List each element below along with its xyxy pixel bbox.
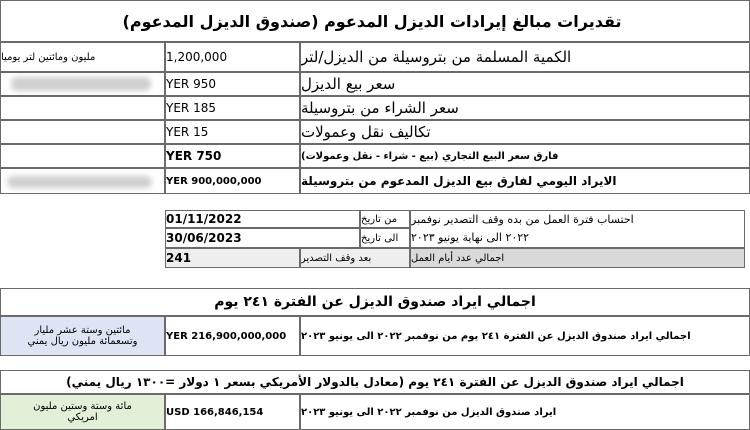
- period-days-value: 241: [165, 248, 300, 268]
- row-quantity-label: الكمية المسلمة من بتروسيلة من الديزل/لتر: [300, 42, 750, 72]
- section2-words-line1: مائة وستة وستين مليون: [33, 401, 132, 412]
- redacted-block: [11, 77, 151, 91]
- period-from-label: من تاريخ: [360, 210, 410, 228]
- period-to-value: 30/06/2023: [165, 228, 360, 248]
- period-after-label: بعد وقف التصدير: [300, 248, 410, 268]
- period-total-label: اجمالي عدد أيام العمل: [410, 248, 745, 268]
- section1-words-line1: مائتين وستة عشر مليار: [34, 325, 131, 336]
- section2-heading: اجمالي ايراد صندوق الديزل عن الفترة ٢٤١ يوم (معادل بالدولار الأمريكي بسعر ١ دولار =١٣٠٠ ريال يمني): [0, 370, 750, 394]
- row-sell-price-value: 950 YER: [165, 72, 300, 96]
- section1-heading: اجمالي ايراد صندوق الديزل عن الفترة ٢٤١ يوم: [0, 288, 750, 316]
- row-buy-price-note: [0, 96, 165, 120]
- section1-value: 216,900,000,000 YER: [165, 316, 300, 356]
- section2-value: 166,846,154 USD: [165, 394, 300, 430]
- section1-desc: اجمالي ايراد صندوق الديزل عن الفترة ٢٤١ يوم من نوفمبر ٢٠٢٢ الى يونيو ٢٠٢٣: [300, 316, 750, 356]
- row-transport-note: [0, 120, 165, 144]
- row-buy-price-label: سعر الشراء من بتروسيلة: [300, 96, 750, 120]
- period-desc-line1: احتساب فترة العمل من بده وقف التصدير نوفمبر: [410, 210, 745, 228]
- page-title: [0, 0, 750, 42]
- row-transport-label: تكاليف نقل وعمولات: [300, 120, 750, 144]
- section2-desc: ايراد صندوق الديزل من نوفمبر ٢٠٢٢ الى يونيو ٢٠٢٣: [300, 394, 750, 430]
- section2-words: [0, 394, 165, 430]
- redacted-block: [7, 176, 152, 188]
- section2-words-line2: امريكي: [67, 412, 98, 423]
- row-quantity-note: مليون ومائتين لتر يوميا: [0, 42, 165, 72]
- row-margin-value: 750 YER: [165, 144, 300, 168]
- section1-words: [0, 316, 165, 356]
- row-sell-price-label: سعر بيع الديزل: [300, 72, 750, 96]
- period-from-value: 01/11/2022: [165, 210, 360, 228]
- row-margin-note: [0, 144, 165, 168]
- period-to-label: الى تاريخ: [360, 228, 410, 248]
- page-title-text: تقديرات مبالغ إيرادات الديزل المدعوم (صندوق الديزل المدعوم): [122, 11, 622, 31]
- row-quantity-value: 1,200,000: [165, 42, 300, 72]
- period-desc-line2: ٢٠٢٢ الى نهاية يونيو ٢٠٢٣: [410, 228, 745, 248]
- row-buy-price-value: 185 YER: [165, 96, 300, 120]
- row-daily-revenue-value: 900,000,000 YER: [165, 168, 300, 194]
- row-transport-value: 15 YER: [165, 120, 300, 144]
- row-sell-price-note: [0, 72, 165, 96]
- row-daily-revenue-label: الايراد اليومي لفارق بيع الديزل المدعوم من بتروسيلة: [300, 168, 750, 194]
- row-margin-label: فارق سعر البيع التجاري (بيع - شراء - نقل وعمولات): [300, 144, 750, 168]
- section1-words-line2: وتسعمائة مليون ريال يمني: [27, 336, 138, 347]
- row-daily-revenue-note: [0, 168, 165, 194]
